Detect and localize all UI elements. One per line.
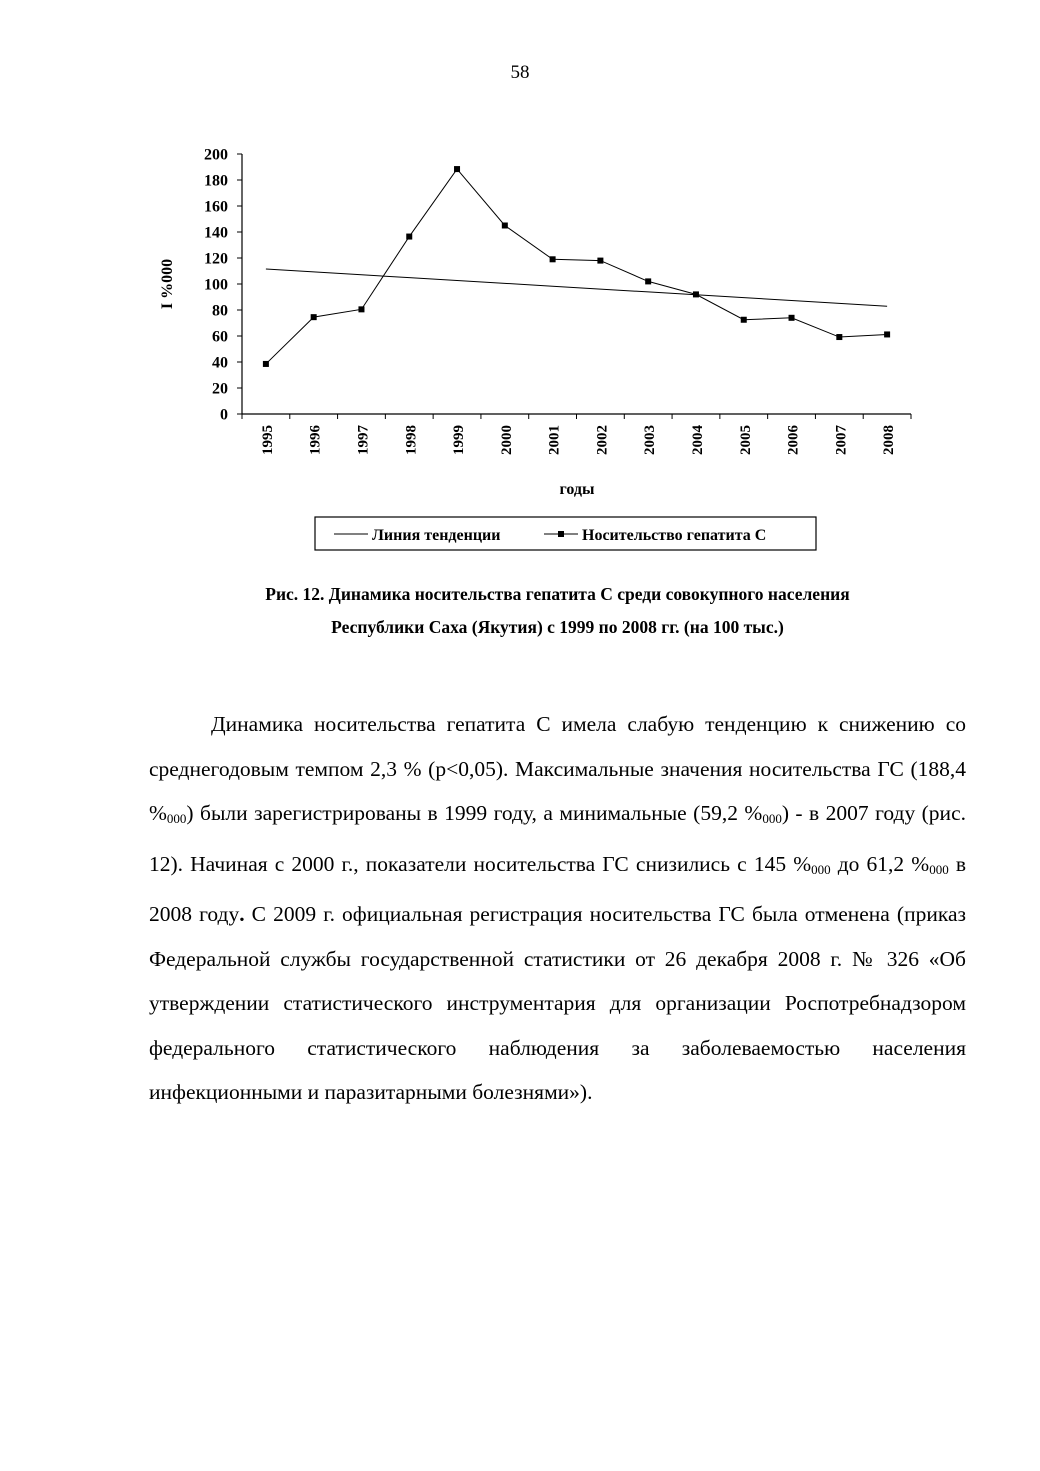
x-tick-label: 2000 [498, 424, 515, 455]
y-tick-label: 200 [204, 146, 228, 164]
data-point-marker [550, 256, 556, 262]
x-tick-labels [260, 425, 897, 456]
trend-line [266, 269, 887, 306]
legend-carriage-label: Носительство гепатита С [582, 527, 767, 544]
x-tick-label: 1996 [307, 425, 324, 455]
data-point-marker [645, 278, 651, 284]
y-tick-label: 40 [212, 354, 228, 372]
caption-line-2: Республики Саха (Якутия) с 1999 по 2008 гг. (на 100 тыс.) [331, 617, 784, 637]
text-run: в 2008 году [149, 851, 966, 926]
x-tick-label: 2001 [546, 425, 563, 455]
subscript-000: 000 [166, 811, 187, 826]
trend-series [266, 269, 887, 306]
body-paragraph [149, 702, 966, 1115]
y-axis-label: I %000 [159, 258, 176, 310]
text-run: Динамика носительства гепатита С имела слабую тенденцию к снижению со среднегодовым темпом 2,3 % (р<0,05). Максимальные значения носительства ГС (188,4 % [149, 712, 966, 825]
subscript-000: 000 [811, 861, 831, 877]
x-tick-label: 2006 [785, 425, 802, 455]
figure-caption [140, 578, 975, 644]
hepatitis-c-line-chart [0, 0, 1040, 560]
data-point-marker [789, 315, 795, 321]
x-tick-label: 2003 [642, 425, 659, 455]
data-point-marker [311, 314, 317, 320]
caption-line-1: Рис. 12. Динамика носительства гепатита С среди совокупного населения [265, 584, 850, 604]
y-tick-label: 80 [212, 302, 228, 320]
x-tick-label: 1997 [355, 425, 372, 455]
x-tick-label: 2004 [689, 425, 706, 455]
data-point-marker [502, 223, 508, 229]
text-run: ) - в 2007 году (рис. 12). Начиная с 2000 г., показатели носительства ГС снизились с 145 % [149, 801, 966, 876]
y-tick-label: 0 [220, 406, 228, 424]
x-tick-label: 2008 [881, 425, 898, 455]
text-run: ) были зарегистрированы в 1999 году, а минимальные (59,2 % [186, 801, 763, 825]
x-tick-label: 2005 [737, 425, 754, 455]
y-tick-label: 160 [204, 198, 228, 216]
x-axis-label: годы [559, 481, 595, 498]
y-tick-label: 20 [212, 380, 228, 398]
chart-axes [237, 154, 911, 419]
text-run: С 2009 г. официальная регистрация носительства ГС была отменена (приказ Федеральной службы государственной статистики от 26 декабря 2008 г. № 326 «Об утверждении статистического инструментария для организации Роспотребнадзором федерального статистического наблюдения за заболеваемостью населения инфекционными и паразитарными болезнями»). [149, 902, 966, 1104]
data-point-marker [358, 306, 364, 312]
data-point-marker [454, 166, 460, 172]
data-point-marker [884, 331, 890, 337]
data-point-marker [406, 234, 412, 240]
subscript-000: 000 [762, 811, 782, 826]
x-tick-label: 2002 [594, 425, 611, 455]
y-tick-label: 120 [204, 250, 228, 268]
legend-trend-label: Линия тенденции [372, 527, 501, 544]
data-point-marker [693, 291, 699, 297]
data-point-marker [741, 317, 747, 323]
carriage-series [263, 166, 890, 367]
y-tick-label: 60 [212, 328, 228, 346]
data-point-marker [263, 361, 269, 367]
text-run: до 61,2 % [830, 851, 930, 876]
bold-period: . [239, 902, 245, 926]
data-point-marker [597, 258, 603, 264]
x-tick-label: 1999 [451, 425, 468, 455]
page-number: 58 [510, 62, 530, 83]
y-tick-labels [204, 147, 228, 424]
y-tick-label: 140 [204, 224, 228, 242]
y-tick-label: 100 [204, 276, 228, 294]
data-point-marker [836, 334, 842, 340]
x-tick-label: 2007 [833, 425, 850, 455]
subscript-000: 000 [929, 861, 949, 877]
x-tick-label: 1995 [259, 425, 276, 455]
y-tick-label: 180 [204, 172, 228, 190]
x-tick-label: 1998 [403, 425, 420, 455]
legend-carriage-marker [558, 531, 564, 537]
chart-legend [315, 517, 816, 550]
carriage-line [266, 169, 887, 364]
